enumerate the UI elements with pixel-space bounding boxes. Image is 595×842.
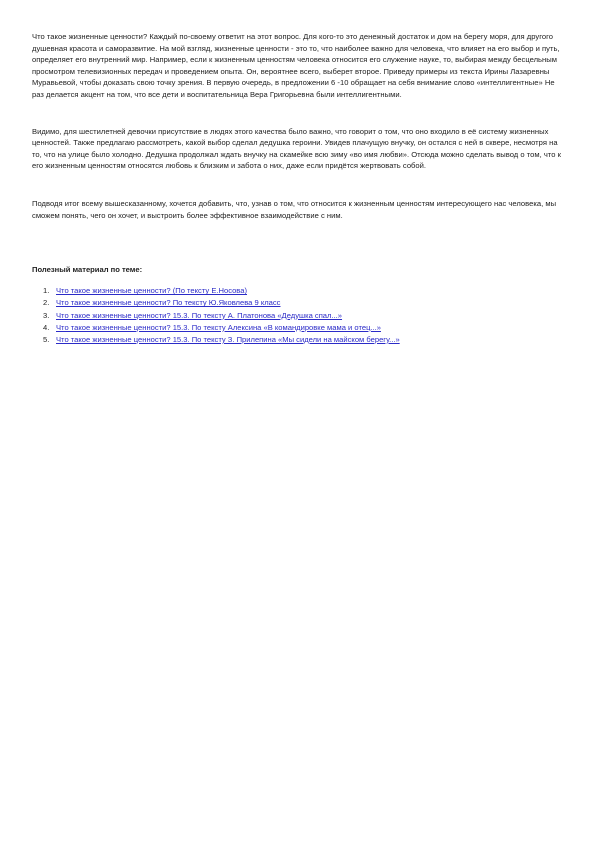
related-link-prilepin[interactable]: Что такое жизненные ценности? 15.3. По тексту З. Прилепина «Мы сидели на майском берегу...» [56, 334, 400, 344]
related-link-aleksin[interactable]: Что такое жизненные ценности? 15.3. По тексту Алексина «В командировке мама и отец...» [56, 322, 381, 332]
paragraph-intro: Что такое жизненные ценности? Каждый по-своему ответит на этот вопрос. Для кого-то это денежный достаток и дом на берегу моря, для другого душевная красота и саморазвитие. На мой взгляд, жизненные ценности - это то, что наиболее важно для человека, что влияет на его выбор и путь, определяет его внутренний мир. Например, если к жизненным ценностям человека относится его служение науке, то, выбирая между бесцельным просмотром телевизионных передач и проведением опыта. Он, вероятнее всего, выберет второе. Приведу примеры из текста Ирины Лазаревны Муравьевой, чтобы доказать свою точку зрения. В первую очередь, в предложении 6 -10 обращает на себя внимание слово «интеллигентные» Не раз делается акцент на том, что все дети и воспитательница Вера Григорьевна были интеллигентными. [32, 32, 560, 99]
list-item [32, 297, 564, 309]
paragraph-argument: Видимо, для шестилетней девочки присутствие в людях этого качества было важно, что говорит о том, что оно входило в её систему жизненных ценностей. Также предлагаю рассмотреть, какой выбор сделал дедушка героини. Увидев плачущую внучку, он остался с ней в сквере, несмотря на то, что на улице было холодно. Дедушка продолжал ждать внучку на скамейке всю зиму «во имя любви». Отсюда можно сделать вывод о том, что к его жизненным ценностям относятся любовь к близким и забота о них, даже если придётся жертвовать собой. [32, 126, 562, 171]
document-page [32, 31, 564, 346]
list-number: 3. [43, 310, 50, 320]
list-item [32, 285, 564, 297]
related-link-platonov[interactable]: Что такое жизненные ценности? 15.3. По тексту А. Платонова «Дедушка спал...» [56, 310, 343, 320]
list-item [32, 334, 564, 346]
related-link-nosov[interactable]: Что такое жизненные ценности? (По тексту Е.Носова) [56, 286, 248, 296]
list-number: 1. [43, 286, 50, 296]
related-link-yakovlev[interactable]: Что такое жизненные ценности? По тексту Ю.Яковлева 9 класс [56, 298, 281, 308]
related-links-list [32, 285, 564, 346]
list-number: 4. [43, 322, 50, 332]
list-number: 5. [43, 334, 50, 344]
list-item [32, 310, 564, 322]
list-item [32, 322, 564, 334]
paragraph-conclusion: Подводя итог всему вышесказанному, хочется добавить, что, узнав о том, что относится к жизненным ценностям интересующего нас человека, мы сможем понять, чего он хочет, и выстроить более эффективное взаимодействие с ним. [32, 198, 557, 220]
list-number: 2. [43, 298, 50, 308]
related-heading: Полезный материал по теме: [32, 265, 143, 275]
